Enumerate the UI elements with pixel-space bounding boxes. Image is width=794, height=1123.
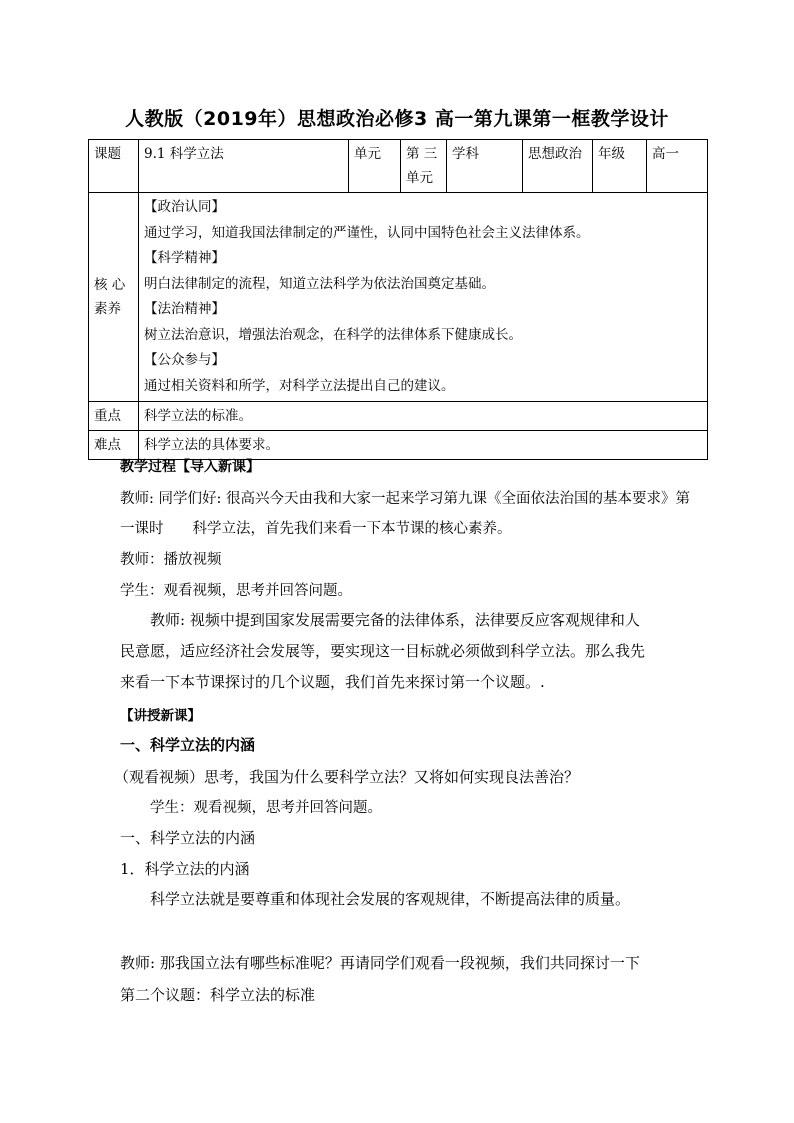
lesson-info-table: [88, 139, 708, 460]
core-item-text: 明白法律制定的流程，知道立法科学为依法治国奠定基础。: [144, 275, 495, 292]
paragraph-line: 教师: 那我国立法有哪些标准呢？再请同学们观看一段视频，我们共同探讨一下: [120, 954, 640, 972]
subject-value: 思想政治: [523, 140, 593, 193]
paragraph-line: 教师: 同学们好: 很高兴今天由我和大家一起来学习第九课《全面依法治国的基本要求》第: [120, 491, 690, 507]
core-literacy-content: [139, 193, 708, 402]
key-point-label: 重点: [89, 402, 139, 431]
paragraph-line: 第二个议题：科学立法的标准: [120, 986, 316, 1004]
core-item-head: 【公众参与】: [144, 352, 225, 368]
subsection-heading: 1．科学立法的内涵: [120, 860, 250, 878]
paragraph-line: 教师: 视频中提到国家发展需要完备的法律体系，法律要反应客观规律和人: [150, 611, 640, 629]
grade-label: 年级: [593, 140, 647, 193]
paragraph-line: 教师：播放视频: [120, 552, 222, 568]
paragraph-line: 科学立法就是要尊重和体现社会发展的客观规律，不断提高法律的质量。: [150, 890, 631, 908]
unit-value-line1: 第 三: [406, 146, 438, 162]
core-label-line1: 核 心: [94, 277, 126, 293]
core-item-text: 通过学习，知道我国法律制定的严谨性，认同中国特色社会主义法律体系。: [144, 224, 590, 241]
table-row: [89, 140, 708, 193]
difficulty-label: 难点: [89, 431, 139, 460]
grade-value: 高一: [647, 140, 708, 193]
core-item-text: 通过相关资料和所学，对科学立法提出自己的建议。: [144, 377, 455, 394]
difficulty-value: 科学立法的具体要求。: [139, 431, 708, 460]
table-row: [89, 402, 708, 431]
document-title: 人教版（2019年）思想政治必修3 高一第九课第一框教学设计: [125, 108, 669, 130]
topic-label: 课题: [89, 140, 139, 193]
core-literacy-label: [89, 193, 139, 402]
core-label-line2: 素养: [94, 301, 121, 317]
core-item-head: 【政治认同】: [144, 199, 225, 215]
paragraph-line: 来看一下本节课探讨的几个议题，我们首先来探讨第一个议题。.: [120, 673, 545, 691]
paragraph-line: 学生：观看视频，思考并回答问题。: [120, 583, 352, 599]
section-heading: 一、科学立法的内涵: [120, 829, 256, 847]
new-lesson-heading: 【讲授新课】: [120, 708, 201, 724]
paragraph-line: 一课时 科学立法，首先我们来看一下本节课的核心素养。: [120, 521, 512, 537]
core-item-head: 【法治精神】: [144, 301, 225, 317]
process-heading: 教学过程【导入新课】: [120, 459, 260, 475]
unit-value: [401, 140, 447, 193]
unit-label: 单元: [349, 140, 401, 193]
section-heading: 一、科学立法的内涵: [120, 736, 256, 754]
topic-value: 9.1 科学立法: [139, 140, 349, 193]
paragraph-line: （观看视频）思考，我国为什么要科学立法？又将如何实现良法善治？: [114, 768, 580, 786]
paragraph-line: 民意愿，适应经济社会发展等，要实现这一目标就必须做到科学立法。那么我先: [120, 642, 646, 660]
key-point-value: 科学立法的标准。: [139, 402, 708, 431]
core-item-text: 树立法治意识，增强法治观念，在科学的法律体系下健康成长。: [144, 326, 522, 343]
subject-label: 学科: [447, 140, 523, 193]
unit-value-line2: 单元: [406, 170, 433, 186]
core-item-head: 【科学精神】: [144, 250, 225, 266]
paragraph-line: 学生：观看视频，思考并回答问题。: [150, 800, 382, 816]
table-row: [89, 193, 708, 402]
